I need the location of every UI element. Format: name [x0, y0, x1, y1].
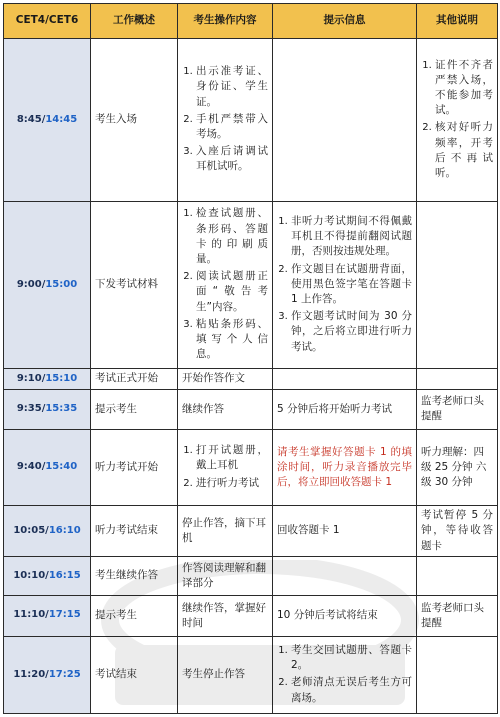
info-cell [273, 557, 417, 596]
ops-cell [178, 201, 273, 368]
table-row [4, 39, 498, 202]
notes-cell: 听力理解：四级 25 分钟 六级 30 分钟 [417, 430, 498, 505]
cet4-time: 9:10 [16, 372, 42, 384]
notes-cell [417, 201, 498, 368]
ops-item: 1. 出示准考证、身份证、学生证。 [196, 64, 268, 110]
notes-cell [417, 39, 498, 202]
info-cell: 10 分钟后考试将结束 [273, 595, 417, 636]
ops-cell [178, 39, 273, 202]
info-cell [273, 636, 417, 713]
notes-cell [417, 636, 498, 713]
cet6-time: 14:45 [45, 113, 78, 125]
ops-cell: 作答阅读理解和翻译部分 [178, 557, 273, 596]
info-item: 2. 老师清点无误后考生方可离场。 [291, 675, 412, 705]
cet6-time: 15:00 [45, 278, 78, 290]
info-cell: 回收答题卡 1 [273, 505, 417, 557]
info-cell [273, 201, 417, 368]
cet4-time: 10:05 [13, 524, 46, 536]
ops-item: 1. 打开试题册，戴上耳机 [196, 443, 268, 473]
table-row [4, 636, 498, 713]
info-cell [273, 39, 417, 202]
cet4-time: 11:20 [13, 668, 46, 680]
notes-item: 2. 核对好听力频率，开考后不再试听。 [435, 120, 493, 181]
cet6-time: 17:15 [48, 609, 81, 621]
task-cell: 听力考试开始 [91, 430, 178, 505]
table-row [4, 505, 498, 557]
table-header-row [4, 4, 498, 39]
ops-item: 3. 入座后请调试耳机试听。 [196, 144, 268, 174]
time-cell: 8:45/14:45 [4, 39, 91, 202]
task-cell: 听力考试结束 [91, 505, 178, 557]
info-item: 1. 考生交回试题册、答题卡 2。 [291, 643, 412, 673]
time-cell: 9:35/15:35 [4, 389, 91, 430]
time-cell: 10:05/16:10 [4, 505, 91, 557]
task-cell: 考试结束 [91, 636, 178, 713]
notes-cell: 考试暂停 5 分钟，等待收答题卡 [417, 505, 498, 557]
task-cell: 下发考试材料 [91, 201, 178, 368]
task-cell: 考生继续作答 [91, 557, 178, 596]
info-item: 2. 作文题目在试题册背面，使用黑色签字笔在答题卡 1 上作答。 [291, 262, 412, 308]
table-row [4, 557, 498, 596]
table-row [4, 201, 498, 368]
ops-cell [178, 430, 273, 505]
table-row [4, 430, 498, 505]
cet4-time: 9:40 [16, 461, 42, 473]
ops-item: 2. 阅读试题册正面“敬告考生”内容。 [196, 269, 268, 315]
cet6-time: 15:35 [45, 403, 78, 415]
cet6-time: 17:25 [48, 668, 81, 680]
header-time: CET4/CET6 [4, 4, 91, 39]
notes-cell: 监考老师口头提醒 [417, 389, 498, 430]
time-cell: 9:40/15:40 [4, 430, 91, 505]
ops-item: 3. 粘贴条形码、填写个人信息。 [196, 317, 268, 363]
time-cell: 9:00/15:00 [4, 201, 91, 368]
task-cell: 提示考生 [91, 389, 178, 430]
table-row [4, 369, 498, 390]
cet6-time: 15:10 [45, 372, 78, 384]
info-cell: 5 分钟后将开始听力考试 [273, 389, 417, 430]
task-cell: 考生入场 [91, 39, 178, 202]
ops-cell: 停止作答，摘下耳机 [178, 505, 273, 557]
header-task: 工作概述 [91, 4, 178, 39]
table-row [4, 595, 498, 636]
ops-item: 2. 手机严禁带入考场。 [196, 112, 268, 142]
ops-cell: 继续作答 [178, 389, 273, 430]
cet4-time: 9:00 [16, 278, 42, 290]
info-cell [273, 369, 417, 390]
time-cell: 11:10/17:15 [4, 595, 91, 636]
exam-schedule-table [3, 3, 498, 714]
cet4-time: 11:10 [13, 609, 46, 621]
time-cell: 10:10/16:15 [4, 557, 91, 596]
task-cell: 考试正式开始 [91, 369, 178, 390]
notes-cell: 监考老师口头提醒 [417, 595, 498, 636]
info-alert-cell: 请考生掌握好答题卡 1 的填涂时间，听力录音播放完毕后，将立即回收答题卡 1 [273, 430, 417, 505]
ops-cell: 继续作答，掌握好时间 [178, 595, 273, 636]
notes-item: 1. 证件不齐者严禁入场，不能参加考试。 [435, 58, 493, 119]
ops-cell: 开始作答作文 [178, 369, 273, 390]
cet6-time: 15:40 [45, 461, 78, 473]
info-item: 1. 非听力考试期间不得佩戴耳机且不得提前翻阅试题册，否则按违规处理。 [291, 214, 412, 260]
notes-cell [417, 557, 498, 596]
header-notes: 其他说明 [417, 4, 498, 39]
cet6-time: 16:10 [48, 524, 81, 536]
cet4-time: 8:45 [16, 113, 42, 125]
ops-item: 1. 检查试题册、条形码、答题卡的印刷质量。 [196, 206, 268, 267]
info-item: 3. 作文题考试时间为 30 分钟，之后将立即进行听力考试。 [291, 309, 412, 355]
cet4-time: 9:35 [16, 403, 42, 415]
time-cell: 11:20/17:25 [4, 636, 91, 713]
cet4-time: 10:10 [13, 569, 46, 581]
table-row [4, 389, 498, 430]
cet6-time: 16:15 [48, 569, 81, 581]
task-cell: 提示考生 [91, 595, 178, 636]
notes-cell [417, 369, 498, 390]
ops-item: 2. 进行听力考试 [196, 476, 268, 491]
ops-cell: 考生停止作答 [178, 636, 273, 713]
header-ops: 考生操作内容 [178, 4, 273, 39]
header-info: 提示信息 [273, 4, 417, 39]
time-cell: 9:10/15:10 [4, 369, 91, 390]
